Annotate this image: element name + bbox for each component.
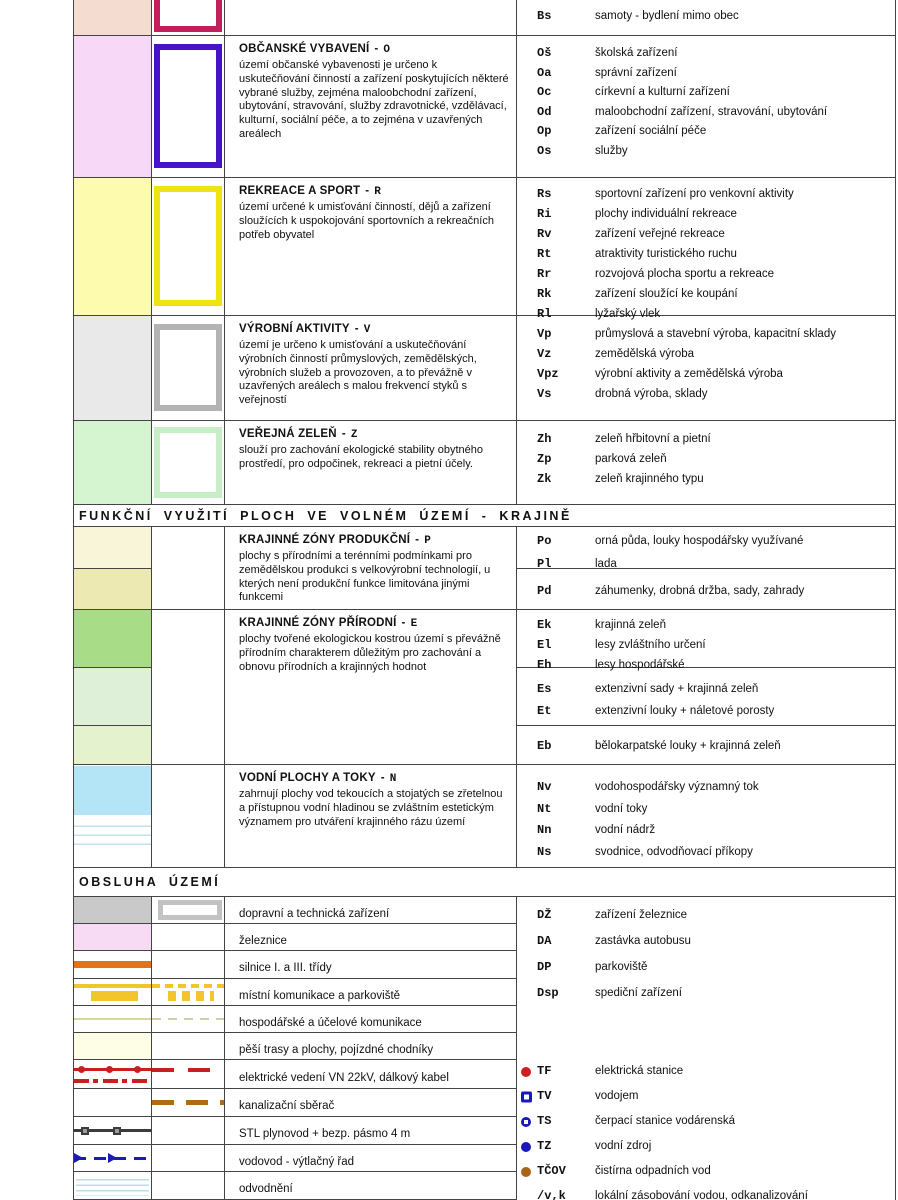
code-item: /v,k lokální zásobování vodou, odkanalizování <box>537 1189 808 1200</box>
service-label: místní komunikace a parkoviště <box>225 979 517 1005</box>
code-item: Zp parková zeleň <box>537 452 667 466</box>
code-item: Dsp spediční zařízení <box>537 986 682 1000</box>
service-label: železnice <box>225 924 517 950</box>
code-item: Rr rozvojová plocha sportu a rekreace <box>537 267 774 281</box>
zone-desc-r: území určené k umisťování činností, dějů a zařízení sloužících k uspokojování sportovních a rekreačních potřeb obyvatel <box>239 201 494 241</box>
service-row-pesi-trasy <box>74 1033 895 1060</box>
code-item: Nv vodohospodářsky významný tok <box>537 780 759 794</box>
swatch-n-svodnice <box>74 818 151 847</box>
swatch-bs <box>74 0 152 35</box>
power-line-dot <box>106 1066 113 1073</box>
station-marker-icon <box>521 1067 531 1077</box>
zone-desc-z: slouží pro zachování ekologické stability obytného prostředí, pro odpočinek, rekreaci a pietní účely. <box>239 444 483 470</box>
zone-desc-p: plochy s přírodními a terénními podmínkami pro zemědělskou produkci s velkovýrobní technologií, u kterých není produkční funkce limitována jinými funkcemi <box>239 550 491 604</box>
swatch-p-orna <box>74 527 151 569</box>
zone-title-z: VEŘEJNÁ ZELEŇ - Z <box>239 428 358 441</box>
codes-e-c <box>517 726 895 764</box>
zone-title-v: VÝROBNÍ AKTIVITY - V <box>239 323 371 336</box>
gas-line-marker <box>81 1127 89 1135</box>
zone-title-o: OBČANSKÉ VYBAVENÍ - O <box>239 43 391 56</box>
swatch-z <box>74 421 152 504</box>
station-marker-icon <box>521 1142 531 1152</box>
code-item: Pl lada <box>537 557 617 571</box>
parking-block-symbol <box>91 991 138 1001</box>
code-item: DP parkoviště <box>537 960 648 974</box>
zone-title-p: KRAJINNÉ ZÓNY PRODUKČNÍ - P <box>239 534 431 547</box>
service-label: STL plynovod + bezp. pásmo 4 m <box>225 1117 517 1144</box>
cable-dashdot-symbol <box>74 1079 151 1083</box>
symbol-box-r <box>154 186 222 306</box>
service-label: vodovod - výtlačný řad <box>225 1145 517 1171</box>
swatch-e-sady <box>74 668 151 726</box>
code-item: Et extenzivní louky + náletové porosty <box>537 704 775 718</box>
codes-e-a <box>517 610 895 672</box>
parking-dashed-symbol <box>168 991 214 1001</box>
power-line-dot <box>134 1066 141 1073</box>
codes-r <box>517 178 895 321</box>
symbol-box-bs <box>154 0 222 32</box>
code-item: DA zastávka autobusu <box>537 934 691 948</box>
service-label: pěší trasy a plochy, pojízdné chodníky <box>225 1033 517 1059</box>
code-item: Rs sportovní zařízení pro venkovní aktivity <box>537 187 794 201</box>
code-item: El lesy zvláštního určení <box>537 638 706 652</box>
code-item: Vs drobná výroba, sklady <box>537 387 708 401</box>
code-item: Oa správní zařízení <box>537 65 677 80</box>
section-header-obsluha: OBSLUHA ÚZEMÍ <box>74 868 895 897</box>
swatch-zeleznice <box>74 924 152 950</box>
local-road-dashed-symbol <box>152 984 224 988</box>
codes-z <box>517 421 895 504</box>
codes-o <box>517 36 895 177</box>
code-item: TV vodojem <box>517 1084 897 1109</box>
zone-row-vyrobni-aktivity <box>74 316 895 421</box>
zone-desc-n: zahrnují plochy vod tekoucích a stojatých se zřetelnou a přístupnou vodní hladinou se zvláštním estetickým významem pro utváření krajinného rázu území <box>239 788 503 828</box>
service-label: kanalizační sběrač <box>225 1089 517 1116</box>
drainage-stripes-symbol <box>76 1175 149 1196</box>
local-road-line-symbol <box>74 984 151 988</box>
swatch-pesi <box>74 1033 152 1059</box>
code-item: Oš školská zařízení <box>537 46 678 60</box>
station-marker-icon <box>521 1117 531 1127</box>
symbol-box-v <box>154 324 222 411</box>
code-item: Op zařízení sociální péče <box>537 124 707 138</box>
service-label: elektrické vedení VN 22kV, dálkový kabel <box>225 1060 517 1088</box>
farm-road-dashed-symbol <box>152 1018 224 1020</box>
codes-e-b <box>517 668 895 726</box>
swatch-o <box>74 36 152 177</box>
code-item: DŽ zařízení železnice <box>537 908 688 922</box>
code-item: Eh lesy hospodářské <box>537 658 685 672</box>
water-main-arrow <box>108 1153 117 1163</box>
zone-row-verejna-zelen <box>74 421 895 505</box>
swatch-p-zahumenky <box>74 569 151 609</box>
codes-bs <box>517 0 895 35</box>
symbol-box-o <box>154 44 222 168</box>
symbol-box-z <box>154 427 222 498</box>
code-item: Vz zemědělská výroba <box>537 347 695 361</box>
code-item: Os služby <box>537 143 628 158</box>
section-header-krajina: FUNKČNÍ VYUŽITÍ PLOCH VE VOLNÉM ÚZEMÍ - KRAJINĚ <box>74 505 895 527</box>
code-item: Bs samoty - bydlení mimo obec <box>537 9 739 23</box>
swatch-r <box>74 178 152 315</box>
code-item: TČOV čistírna odpadních vod <box>517 1159 897 1184</box>
zone-row-krajinne-zony-prirodni <box>74 610 895 765</box>
code-item: Po orná půda, louky hospodářsky využívané <box>537 534 804 548</box>
code-item: Nt vodní toky <box>537 801 648 816</box>
code-item: TZ vodní zdroj <box>517 1134 897 1159</box>
swatch-e-louky <box>74 726 151 764</box>
code-item: Od maloobchodní zařízení, stravování, ubytování <box>537 104 828 119</box>
zone-title-e: KRAJINNÉ ZÓNY PŘÍRODNÍ - E <box>239 617 418 630</box>
station-marker-icon <box>521 1167 531 1177</box>
code-item: Eb bělokarpatské louky + krajinná zeleň <box>537 739 781 753</box>
road-line-symbol <box>74 961 151 968</box>
codes-v <box>517 316 895 420</box>
service-codes-technika <box>517 1059 897 1200</box>
code-item: Ek krajinná zeleň <box>537 618 666 632</box>
zone-title-n: VODNÍ PLOCHY A TOKY - N <box>239 772 397 785</box>
farm-road-line-symbol <box>74 1018 151 1020</box>
water-main-arrow <box>74 1153 83 1163</box>
gas-line-marker <box>113 1127 121 1135</box>
code-item: Rk zařízení sloužící ke koupání <box>537 287 738 301</box>
service-label: odvodnění <box>225 1172 517 1199</box>
zone-row-rekreace-sport <box>74 178 895 321</box>
zone-title-r: REKREACE A SPORT - R <box>239 185 382 198</box>
power-line-dot <box>78 1066 85 1073</box>
zone-desc-o: území občanské vybavenosti je určeno k uskutečňování činností a zařízení poskytujících některé vybrané služby, zejména maloobchodní zařízení, ubytování, stravování, služby zdravotnické, vzdělávací, kulturní, sociální péče, a to zejména v uzavřených areálech <box>239 59 509 140</box>
code-item: Zk zeleň krajinného typu <box>537 472 704 486</box>
code-item: Vpz výrobní aktivity a zemědělská výroba <box>537 367 783 381</box>
code-item: Es extenzivní sady + krajinná zeleň <box>537 682 759 696</box>
code-item: Ns svodnice, odvodňovací příkopy <box>537 844 753 859</box>
code-item: Nn vodní nádrž <box>537 823 656 837</box>
codes-n <box>517 765 895 867</box>
code-item: Ri plochy individuální rekreace <box>537 207 737 221</box>
code-item: Pd záhumenky, drobná držba, sady, zahrady <box>537 584 805 598</box>
service-label: hospodářské a účelové komunikace <box>225 1006 517 1032</box>
service-row-hospodarske-komunikace <box>74 1006 895 1033</box>
zone-desc-e: plochy tvořené ekologickou kostrou území s převážně přírodním charakterem důležitým pro zachování a obnovu přírodních a krajinných hodnot <box>239 633 501 673</box>
code-item: TS čerpací stanice vodárenská <box>517 1109 897 1134</box>
zone-row-bs <box>74 0 895 36</box>
sewer-dashed-symbol <box>152 1100 224 1105</box>
code-item: Vp průmyslová a stavební výroba, kapacitní sklady <box>537 327 836 341</box>
code-item: Oc církevní a kulturní zařízení <box>537 85 730 99</box>
service-label: silnice I. a III. třídy <box>225 951 517 978</box>
service-codes-doprava <box>517 902 897 1006</box>
zone-row-vodni-plochy <box>74 765 895 868</box>
code-item: Rl lyžařský vlek <box>537 307 661 321</box>
symbol-box-dopravni <box>158 900 222 920</box>
zone-row-krajinne-zony-produkcni <box>74 527 895 610</box>
zone-row-obcanske-vybaveni <box>74 36 895 178</box>
station-marker-icon <box>521 1091 532 1102</box>
code-item: Rv zařízení veřejné rekreace <box>537 227 725 241</box>
zone-desc-v: území je určeno k umisťování a uskutečňování výrobních činností průmyslových, zemědělských, výrobních služeb a provozoven, a to převážně v uzavřených areálech s malou frekvencí styků s veřejností <box>239 339 477 407</box>
codes-p-a <box>517 527 895 569</box>
power-line-dashed-symbol <box>152 1068 224 1072</box>
swatch-v <box>74 316 152 420</box>
swatch-dopravni <box>74 897 152 923</box>
swatch-n-vodni <box>74 766 151 815</box>
code-item: Zh zeleň hřbitovní a pietní <box>537 432 711 446</box>
swatch-e-zelen <box>74 610 151 668</box>
legend-table <box>73 0 896 1200</box>
service-label: dopravní a technická zařízení <box>225 897 517 923</box>
code-item: Rt atraktivity turistického ruchu <box>537 247 737 261</box>
code-item: TF elektrická stanice <box>517 1059 897 1084</box>
